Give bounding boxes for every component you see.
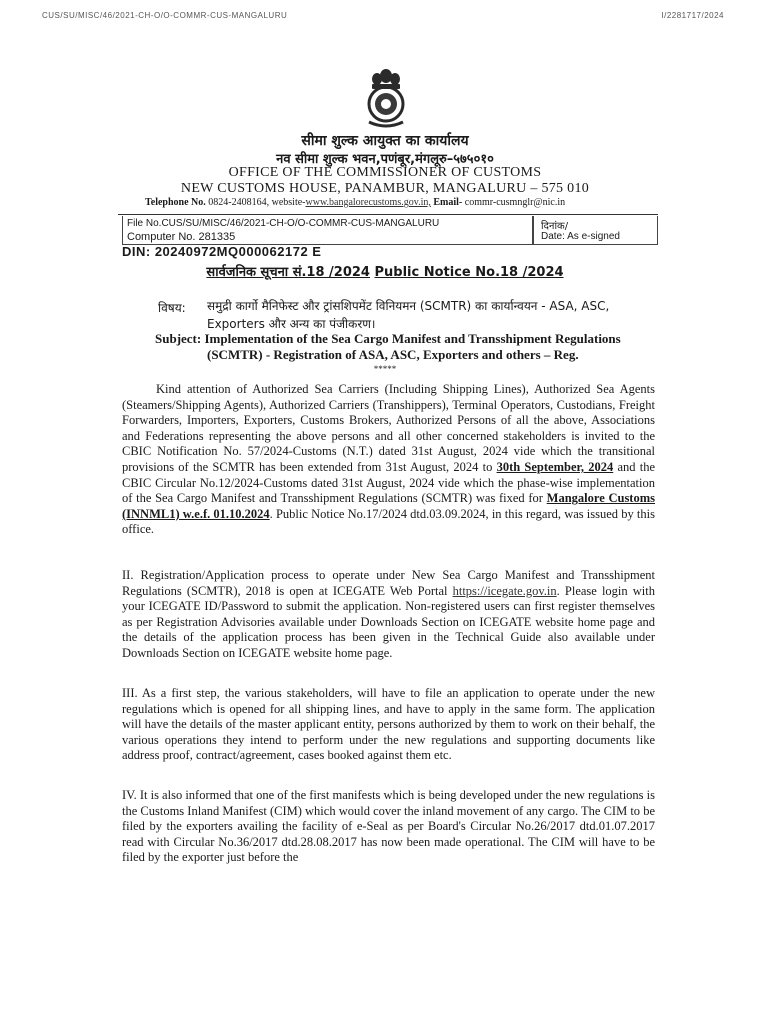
- din-number: DIN: 20240972MQ000062172 E: [122, 244, 322, 259]
- date-label-hindi: दिनांक/: [541, 221, 569, 232]
- extension-date: 30th September, 2024: [496, 459, 614, 474]
- paragraph-3: III. As a first step, the various stakeholders, will have to file an application to operate under the new regulations which is opened for all shipping lines, and have to apply in the same form. The application will have the details of the master applicant entity, persons authorized by them to work on their behalf, the various operations they intend to perform under the new regulations and supporting documents like address proof, contract/agreement, cases booked against them etc.: [122, 686, 655, 763]
- computer-number: Computer No. 281335: [127, 231, 236, 243]
- subject-english-line-1: Subject: Implementation of the Sea Cargo Manifest and Transshipment Regulations: [155, 331, 621, 346]
- paragraph-1: [122, 382, 655, 538]
- office-name-english: OFFICE OF THE COMMISSIONER OF CUSTOMS: [228, 165, 542, 180]
- separator-stars: *****: [373, 364, 397, 374]
- website-link[interactable]: www.bangalorecustoms.gov.in,: [305, 197, 431, 208]
- office-address-english: NEW CUSTOMS HOUSE, PANAMBUR, MANGALURU – 575 010: [180, 181, 590, 196]
- email-label: Email-: [433, 197, 463, 208]
- paragraph-1-text-c: . Public Notice No.17/2024 dtd.03.09.2024, in this regard, was issued by this office.: [122, 506, 655, 537]
- paragraph-2-text-b: . Please login with your ICEGATE ID/Password to submit the application. Non-registered users can first register themselves as per Registration Advisories available under Downloads Section on ICEGATE website home page and the details of the application process has been given in the Technical Guide also available under Downloads Section on ICEGATE website home page.: [122, 583, 655, 660]
- public-notice-title: [0, 262, 770, 280]
- subject-label-hindi: विषय:: [158, 301, 186, 315]
- paragraph-1-text-b: and the CBIC Circular No.12/2024-Customs dated 31st August, 2024 vide which the phase-wise implementation of the Sea Cargo Manifest and Transshipment Regulations (SCMTR) was fixed for: [122, 459, 655, 506]
- telephone-label: Telephone No.: [145, 197, 206, 208]
- notice-title-english: Public Notice No.18 /2024: [374, 265, 564, 280]
- icegate-link[interactable]: https://icegate.gov.in: [452, 583, 557, 598]
- email-address[interactable]: commr-cusmnglr@nic.in: [464, 197, 566, 208]
- date-box: [532, 216, 658, 245]
- notice-title-hindi: सार्वजनिक सूचना सं.18 /2024: [206, 265, 370, 280]
- file-number: File No.CUS/SU/MISC/46/2021-CH-O/O-COMMR-CUS-MANGALURU: [127, 218, 440, 229]
- office-address-hindi: नव सीमा शुल्क भवन,पणंबूर,मंगलूरु–५७५०१०: [276, 152, 494, 167]
- header-file-reference: CUS/SU/MISC/46/2021-CH-O/O-COMMR-CUS-MANGALURU: [42, 11, 288, 20]
- header-divider: [118, 214, 658, 215]
- subject-english-line-2: (SCMTR) - Registration of ASA, ASC, Exporters and others – Reg.: [207, 347, 579, 362]
- paragraph-2: [122, 568, 655, 662]
- header-document-number: I/2281717/2024: [661, 11, 724, 20]
- website-label: website-: [271, 197, 306, 208]
- subject-english: [155, 331, 660, 363]
- contact-line: [145, 197, 565, 208]
- date-value: Date: As e-signed: [541, 231, 620, 242]
- paragraph-1-text-a: Kind attention of Authorized Sea Carriers (Including Shipping Lines), Authorized Sea Agents (Steamers/Shipping Agents), Authorized Carriers (Transhippers), Terminal Operators, Custodians, Freight Forwarders, Importers, Exporters, Customs Brokers, Authorized Persons of all the above, Associations and Federations representing the above persons and all other concerned stakeholders is invited to the CBIC Notification No. 57/2024-Customs (N.T.) dated 31st August, 2024 vide which the transitional provisions of the SCMTR has been extended from 31st August, 2024 to: [122, 382, 655, 474]
- port-implementation-date: Mangalore Customs (INNML1) w.e.f. 01.10.2024: [122, 491, 655, 521]
- national-emblem-icon: [357, 66, 415, 130]
- telephone-number: 0824-2408164,: [208, 197, 270, 208]
- subject-hindi: समुद्री कार्गो मैनिफेस्ट और ट्रांसशिपमेंट विनियमन (SCMTR) का कार्यान्वयन - ASA, ASC, Exporters और अन्य का पंजीकरण।: [207, 299, 610, 331]
- file-reference-box: [122, 216, 534, 245]
- paragraph-2-text-a: II. Registration/Application process to operate under New Sea Cargo Manifest and Transshipment Regulations (SCMTR), 2018 is open at ICEGATE Web Portal: [122, 568, 655, 598]
- paragraph-4: IV. It is also informed that one of the first manifests which is being developed under the new regulations is the Customs Inland Manifest (CIM) which would cover the inland movement of any cargo. The CIM to be filed by the exporters availing the facility of e-Seal as per Board's Circular No.26/2017 dtd.01.07.2017 read with Circular No.36/2017 dtd.28.08.2017 has now been made operational. The CIM will have to be filed by the exporter just before the: [122, 788, 655, 865]
- office-name-hindi: सीमा शुल्क आयुक्त का कार्यालय: [301, 133, 469, 149]
